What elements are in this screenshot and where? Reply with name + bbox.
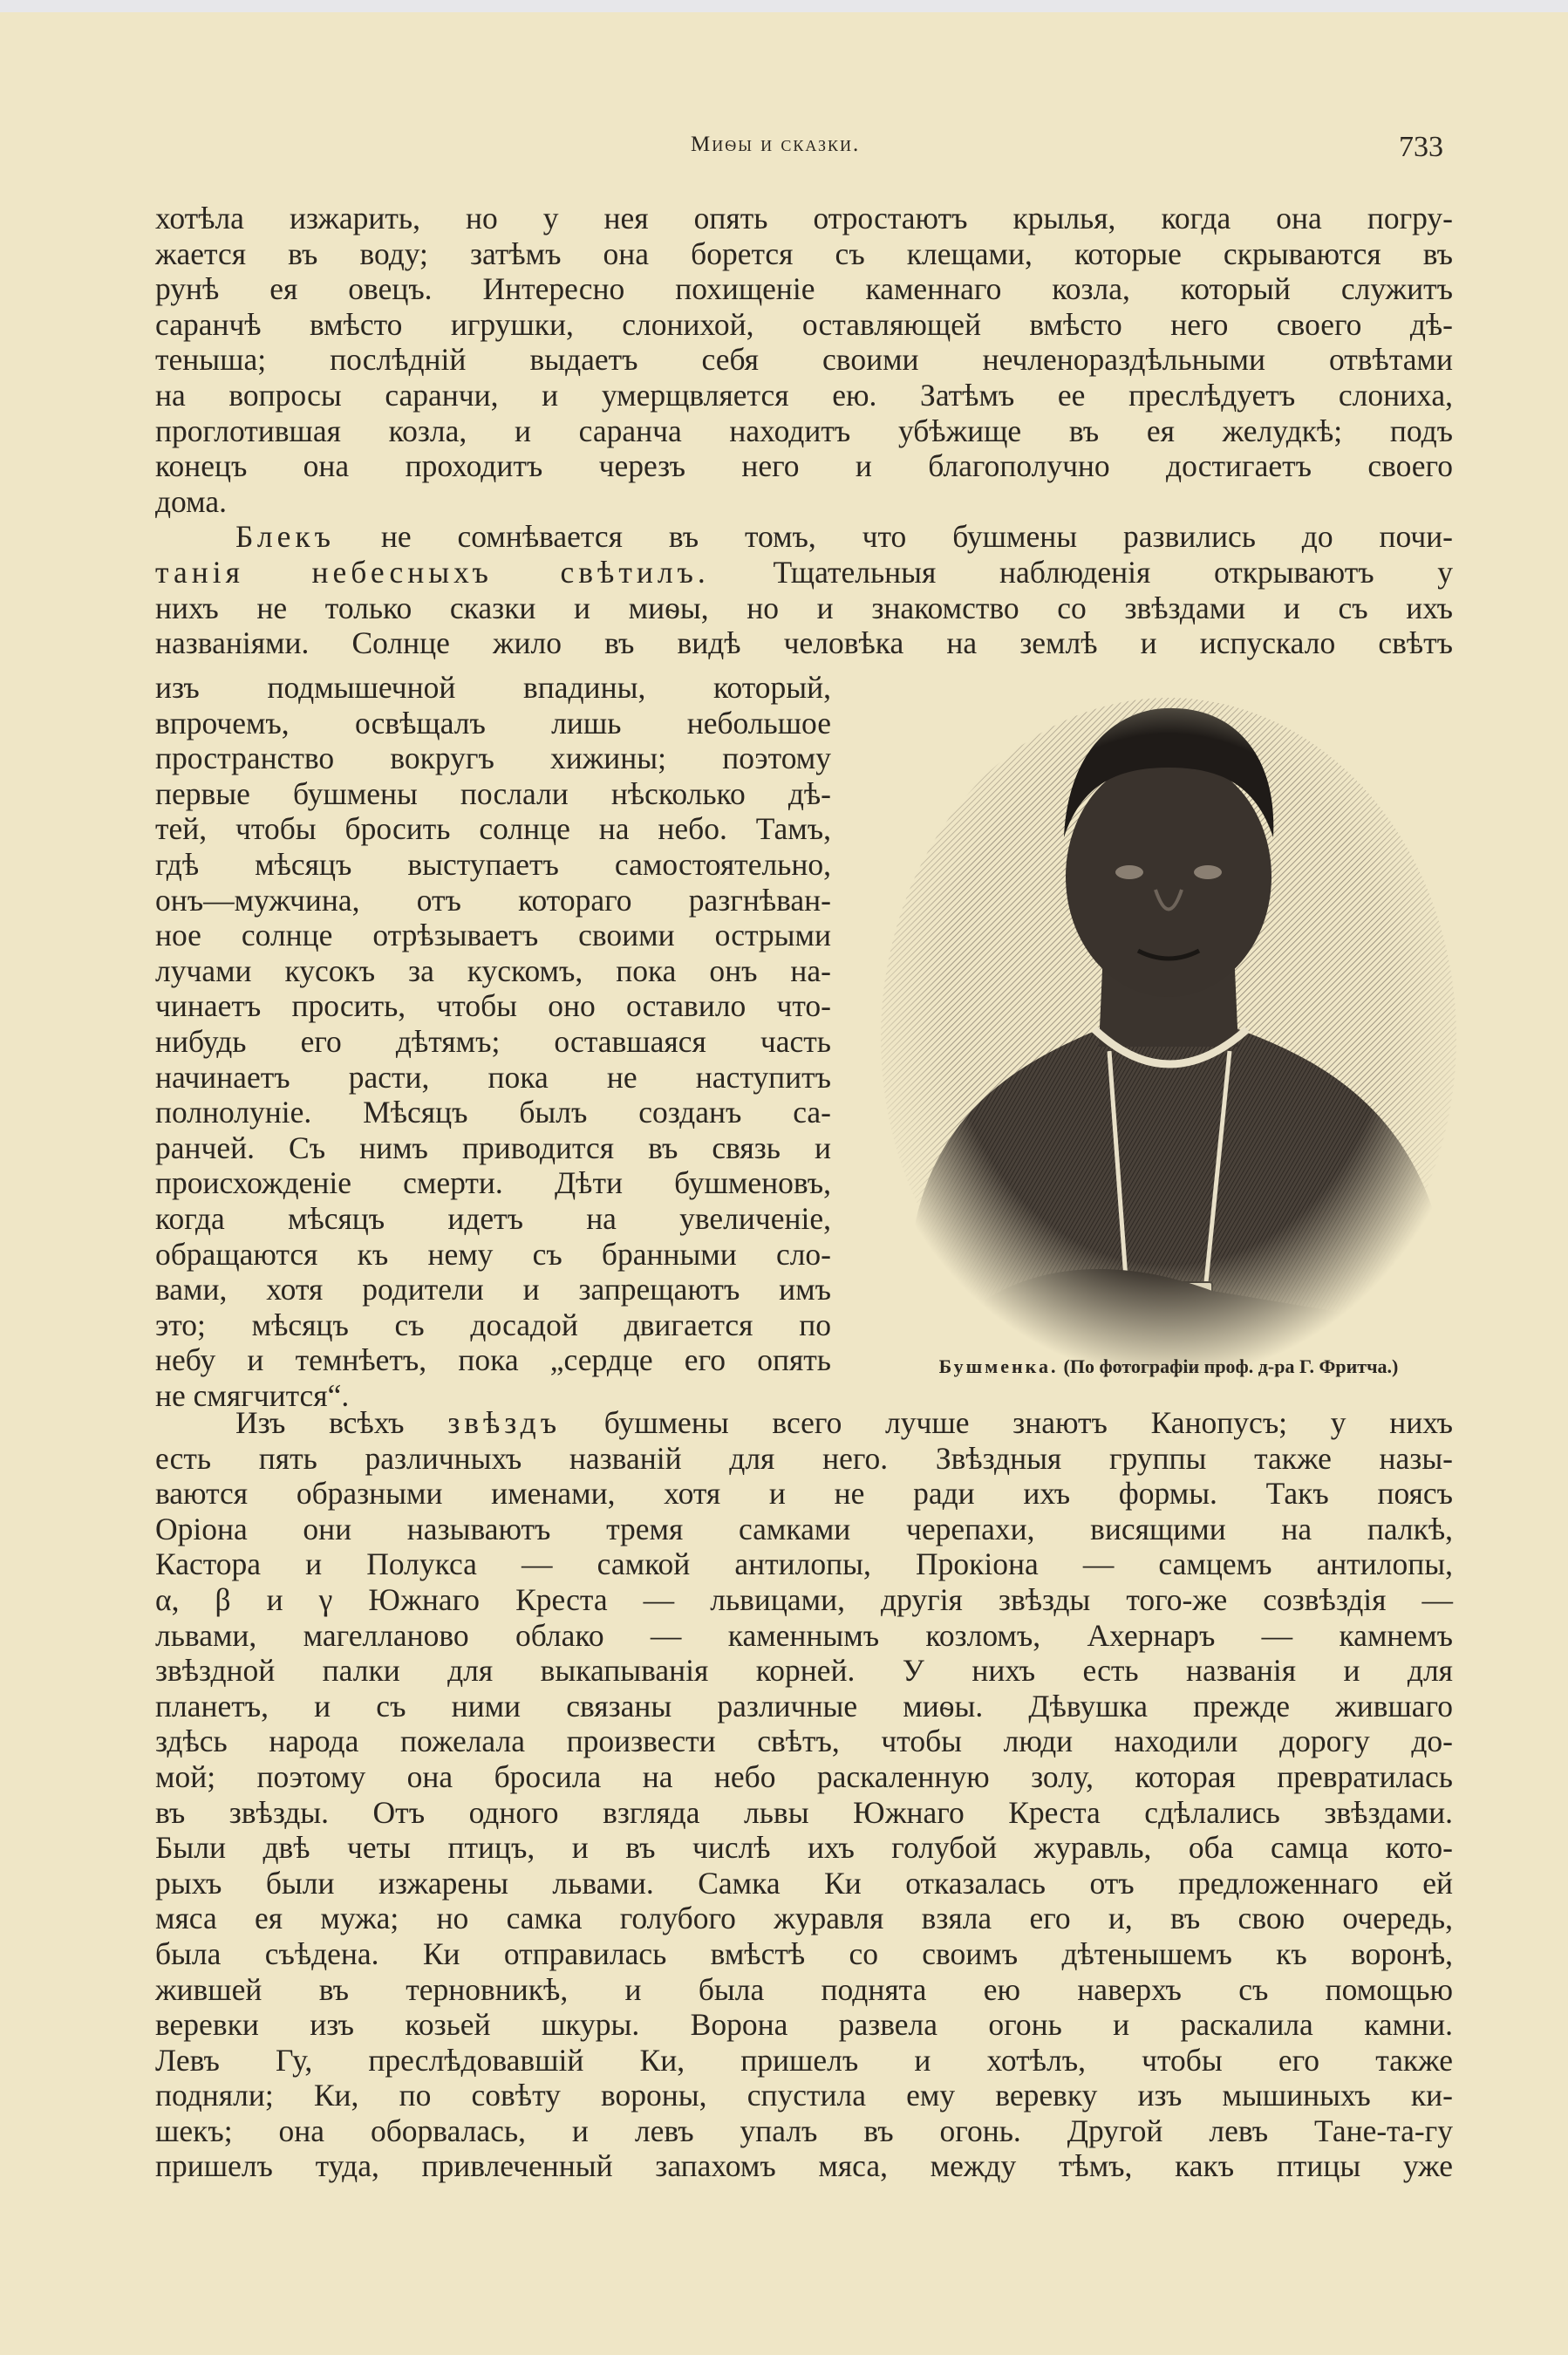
text-line: здѣсь народа пожелала произвести свѣтъ, чтобы люди находили дорогу до- (155, 1724, 1453, 1759)
caption-credit: (По фотографіи проф. д-ра Г. Фритча.) (1063, 1355, 1399, 1377)
text-line: вами, хотя родители и запрещаютъ имъ (155, 1272, 831, 1307)
text-line: пришелъ туда, привлеченный запахомъ мяса, между тѣмъ, какъ птицы уже (155, 2148, 1453, 2184)
text-line: Кастора и Полукса — самкой антилопы, Прокіона — самцемъ антилопы, (155, 1546, 1453, 1582)
text-line: это; мѣсяцъ съ досадой двигается по (155, 1307, 831, 1342)
text-line: впрочемъ, освѣщалъ лишь небольшое (155, 705, 831, 741)
running-head-title: Миѳы и сказки. (691, 133, 861, 156)
text-line: дома. (155, 483, 227, 519)
text-line: въ звѣзды. Отъ одного взгляда львы Южнаго Креста сдѣлались звѣздами. (155, 1794, 1453, 1830)
text-line: чинаетъ просить, чтобы оно оставило что- (155, 988, 831, 1024)
text-line: первые бушмены послали нѣсколько дѣ- (155, 775, 831, 811)
text-line: небу и темнѣетъ, пока „сердце его опять (155, 1342, 831, 1378)
text-line: лучами кусокъ за кускомъ, пока онъ на- (155, 952, 831, 988)
text-line: жается въ воду; затѣмъ она борется съ клещами, которые скрываются въ (155, 236, 1453, 271)
text-line: ное солнце отрѣзываетъ своими острыми (155, 918, 831, 953)
text-line: тей, чтобы бросить солнце на небо. Тамъ, (155, 811, 831, 847)
text-line: на вопросы саранчи, и умерщвляется ею. Затѣмъ ее преслѣдуетъ слониха, (155, 377, 1453, 413)
text-line: конецъ она проходитъ черезъ него и благополучно достигаетъ своего (155, 448, 1453, 484)
text-line: хотѣла изжарить, но у нея опять отростаютъ крылья, когда она погру- (155, 201, 1453, 236)
text-line: начинаетъ расти, пока не наступитъ (155, 1059, 831, 1095)
portrait-illustration (881, 689, 1456, 1378)
spaced-phrase: танія небесныхъ свѣтилъ. (155, 554, 710, 590)
text-line (155, 555, 1453, 590)
page-top-edge (0, 0, 1568, 12)
text-span: Изъ всѣхъ (235, 1405, 448, 1440)
text-line: саранчѣ вмѣсто игрушки, слонихой, оставляющей вмѣсто него своего дѣ- (155, 306, 1453, 342)
text-span: Тщательныя наблюденія открываютъ у (709, 554, 1453, 590)
text-line: ваются образными именами, хотя и не ради ихъ формы. Такъ поясъ (155, 1476, 1453, 1512)
text-span: бушмены всего лучше знаютъ Канопусъ; у нихъ (561, 1405, 1453, 1440)
text-line: мяса ея мужа; но самка голубого журавля взяла его и, въ свою очередь, (155, 1901, 1453, 1936)
text-line: не смягчится“. (155, 1377, 350, 1413)
text-block-top (155, 201, 1453, 661)
text-line: проглотившая козла, и саранча находитъ убѣжище въ ея желудкѣ; подъ (155, 413, 1453, 448)
caption-title: Бушменка. (938, 1355, 1059, 1377)
text-line: планетъ, и съ ними связаны различные миѳы. Дѣвушка прежде жившаго (155, 1688, 1453, 1724)
text-line: веревки изъ козьей шкуры. Ворона развела огонь и раскалила камни. (155, 2007, 1453, 2043)
paragraph-start (155, 519, 1453, 555)
spaced-word: звѣздъ (447, 1405, 562, 1440)
text-line: подняли; Ки, по совѣту вороны, спустила ему веревку изъ мышиныхъ ки- (155, 2078, 1453, 2113)
text-line: есть пять различныхъ названій для него. Звѣздныя группы также назы- (155, 1440, 1453, 1476)
figure-caption (863, 1355, 1474, 1378)
spaced-name: Блекъ (235, 519, 335, 555)
text-line: Оріона они называютъ тремя самками черепахи, висящими на палкѣ, (155, 1511, 1453, 1546)
text-line: жившей въ терновникѣ, и была поднята ею наверхъ съ помощью (155, 1971, 1453, 2007)
text-line: обращаются къ нему съ бранными сло- (155, 1236, 831, 1272)
portrait-engraving (881, 689, 1456, 1378)
text-line: нихъ не только сказки и миѳы, но и знакомство со звѣздами и съ ихъ (155, 590, 1453, 625)
text-line: гдѣ мѣсяцъ выступаетъ самостоятельно, (155, 846, 831, 882)
text-block-bottom (155, 1405, 1453, 2184)
text-line: звѣздной палки для выкапыванія корней. У нихъ есть названія и для (155, 1653, 1453, 1689)
text-line: рыхъ были изжарены львами. Самка Ки отказалась отъ предложеннаго ей (155, 1865, 1453, 1901)
page-number: 733 (1399, 131, 1443, 163)
text-line: ранчей. Съ нимъ приводится въ связь и (155, 1130, 831, 1165)
text-line: львами, магелланово облако — каменнымъ козломъ, Ахернаръ — камнемъ (155, 1617, 1453, 1653)
text-line: пространство вокругъ хижины; поэтому (155, 741, 831, 776)
paragraph-start (155, 1405, 1453, 1441)
text-block-narrow (155, 670, 831, 1413)
text-line: онъ—мужчина, отъ котораго разгнѣван- (155, 882, 831, 918)
text-line: теныша; послѣдній выдаетъ себя своими нечленораздѣльными отвѣтами (155, 342, 1453, 378)
text-span: не сомнѣвается въ томъ, что бушмены развились до почи- (335, 519, 1453, 555)
text-line: Были двѣ четы птицъ, и въ числѣ ихъ голубой журавль, оба самца кото- (155, 1830, 1453, 1866)
text-line: Левъ Гу, преслѣдовавшій Ки, пришелъ и хотѣлъ, чтобы его также (155, 2042, 1453, 2078)
text-line: изъ подмышечной впадины, который, (155, 670, 831, 705)
text-line: когда мѣсяцъ идетъ на увеличеніе, (155, 1200, 831, 1236)
text-line: шекъ; она оборвалась, и левъ упалъ въ огонь. Другой левъ Тане-та-гу (155, 2113, 1453, 2148)
text-line: рунѣ ея овецъ. Интересно похищеніе каменнаго козла, который служитъ (155, 271, 1453, 307)
text-line: названіями. Солнце жило въ видѣ человѣка на землѣ и испускало свѣтъ (155, 625, 1453, 661)
text-line: мой; поэтому она бросила на небо раскаленную золу, которая превратилась (155, 1758, 1453, 1794)
running-head (0, 133, 1568, 167)
text-line: α, β и γ Южнаго Креста — львицами, другія звѣзды того-же созвѣздія — (155, 1581, 1453, 1617)
text-line: была съѣдена. Ки отправилась вмѣстѣ со своимъ дѣтенышемъ къ воронѣ, (155, 1935, 1453, 1971)
text-line: полнолуніе. Мѣсяцъ былъ созданъ са- (155, 1095, 831, 1130)
text-line: происхожденіе смерти. Дѣти бушменовъ, (155, 1165, 831, 1201)
text-line: нибудь его дѣтямъ; оставшаяся часть (155, 1023, 831, 1059)
